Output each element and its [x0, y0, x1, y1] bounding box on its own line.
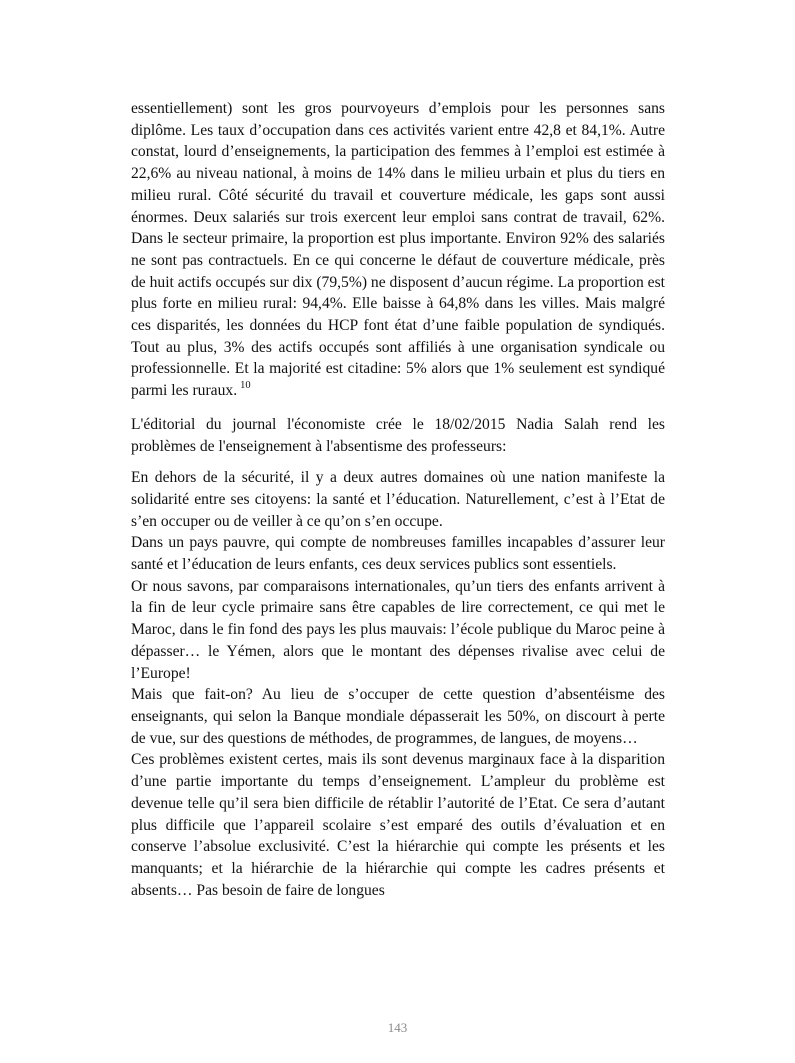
quote-paragraph: Dans un pays pauvre, qui compte de nombreuses familles incapables d’assurer leur santé et l’éducation de leurs enfants, ces deux services publics sont essentiels. — [131, 534, 665, 574]
quote-paragraph: Or nous savons, par comparaisons internationales, qu’un tiers des enfants arrivent à la fin de leur cycle primaire sans être capables de lire correctement, ce qui met le Maroc, dans le fin fond des pays les plus mauvais: l’école publique du Maroc peine à dépasser… le Yémen, alors que le montant des dépenses rivalise avec celui de l’Europe! — [131, 577, 665, 682]
paragraph-employment-stats — [131, 98, 665, 404]
quote-paragraph: Ces problèmes existent certes, mais ils sont devenus marginaux face à la disparition d’une partie importante du temps d’enseignement. L’ampleur du problème est devenue telle qu’il sera bien difficile de rétablir l’autorité de l’Etat. Ce sera d’autant plus difficile que l’appareil scolaire s’est emparé des outils d’évaluation et en conserve l’absolue exclusivité. C’est la hiérarchie qui compte les présents et les manquants; et la hiérarchie de la hiérarchie qui compte les cadres présents et absents… Pas besoin de faire de longues — [131, 751, 665, 899]
page-number: 143 — [387, 1020, 408, 1035]
paragraph-employment-stats-text: essentiellement) sont les gros pourvoyeurs d’emplois pour les personnes sans diplôme. Les taux d’occupation dans ces activités varient entre 42,8 et 84,1%. Autre constat, lourd d’enseignements, la participation des femmes à l’emploi est estimée à 22,6% au niveau national, à moins de 14% dans le milieu urbain et plus du tiers en milieu rural. Côté sécurité du travail et couverture médicale, les gaps sont aussi énormes. Deux salariés sur trois exercent leur emploi sans contrat de travail, 62%. Dans le secteur primaire, la proportion est plus importante. Environ 92% des salariés ne sont pas contractuels. En ce qui concerne le défaut de couverture médicale, près de huit actifs occupés sur dix (79,5%) ne disposent d’aucun régime. La proportion est plus forte en milieu rural: 94,4%. Elle baisse à 64,8% dans les villes. Mais malgré ces disparités, les données du HCP font état d’une faible population de syndiqués. Tout au plus, 3% des actifs occupés sont affiliés à une organisation syndicale ou professionnelle. Et la majorité est citadine: 5% alors que 1% seulement est syndiqué parmi les ruraux. — [131, 100, 665, 400]
footnote-reference[interactable]: 10 — [240, 380, 251, 392]
quote-paragraph: Mais que fait-on? Au lieu de s’occuper de cette question d’absentéisme des enseignants, qui selon la Banque mondiale dépasserait les 50%, on discourt à perte de vue, sur des questions de méthodes, de programmes, de langues, de moyens… — [131, 686, 665, 747]
paragraph-editorial-intro: L'éditorial du journal l'économiste crée le 18/02/2015 Nadia Salah rend les problèmes de l'enseignement à l'absentisme des professeurs: — [131, 415, 665, 455]
editorial-quote — [131, 467, 665, 901]
quote-paragraph: En dehors de la sécurité, il y a deux autres domaines où une nation manifeste la solidarité entre ses citoyens: la santé et l’éducation. Naturellement, c’est à l’Etat de s’en occuper ou de veiller à ce qu’on s’en occupe. — [131, 469, 665, 530]
body-text — [131, 98, 665, 901]
